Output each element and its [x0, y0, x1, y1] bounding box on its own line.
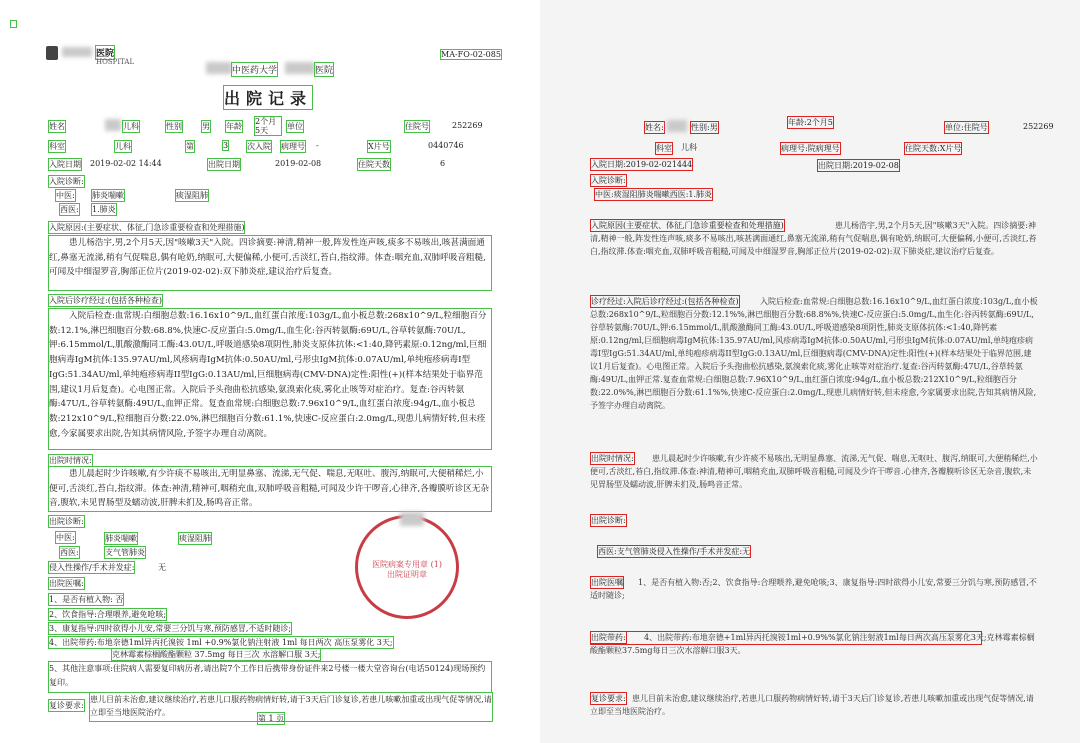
age-value: 2个月5天: [254, 116, 282, 136]
course-text: 入院后检查:血常规:白细胞总数:16.16x10^9/L,血红蛋白浓度:103g/L,血小板总数:268x10^9/L,粒细胞百分数:12.1%,淋巴细胞百分数:68.8%,快速C-反应蛋白:5.0mg/L,血生化:谷丙转氨酶:69U/L,谷草转氨酶:70U/L,钾:6.15mmol/L,肌酸激酶同工酶:43.0U/L,呼吸道感染8项阴性,肺炎支原体抗体:<1:40,降钙素原:0.12ng/ml,巨细胞病毒IgM抗体:135.97AU/ml,风疹病毒IgM抗体:0.50AU/ml,弓形虫IgM抗体:0.07AU/ml,单纯疱疹病毒I型IgG:51.34AU/ml,单纯疱疹病毒II型IgG:0.13AU/ml,巨细胞病毒(CMV-DNA)定性:阳性(+)(样本结果处于临界范围,建议1月后复查)。心电图正常。入院后予头孢曲松抗感染,氨溴索化痰,雾化止咳等对症治疗。复查:谷丙转氨酶:47U/L,谷草转氨酶:49U/L,血钾正常。复查血常规:白细胞总数:7.96x10^9/L,血红蛋白浓度:94g/L,血小板总数:212x10^9/L,粒细胞百分数:22.0%,淋巴细胞百分数:61.1%,快速C-反应蛋白:2.0mg/L,现患儿病情好转,但未痊愈,今家属要求出院,告知其病情风险,予签字办理自动离院。: [48, 308, 492, 450]
days-value: 6: [440, 159, 446, 168]
redacted-block: [285, 62, 315, 74]
reason-text: 患儿杨浩宇,男,2个月5天,因"咳嗽3天"入院。四诊摘要:神清,精神一般,阵发性连声咳,痰多不易咳出,咳甚满面通红,鼻塞无流涕,稍有气促喘息,偶有呛奶,纳眠可,大便偏稀,小便可,舌淡红,苔白,指纹滞。体查:咽充血,双肺呼吸音粗糙,可闻及中细湿罗音,胸部正位片(2019-02-02):双下肺炎症,建议治疗后复查。: [48, 235, 492, 291]
ocr-dept-label: 科室: [656, 144, 672, 153]
advice-3: 3、康复指导:四时欲得小儿安,常要三分饥与寒,预防感冒,不适时随诊;: [49, 624, 292, 633]
inpatient-no-label: 住院号: [405, 122, 429, 131]
xray-label: X片号: [368, 142, 390, 151]
name-dept: 儿科: [123, 122, 139, 131]
ocr-meds-label: 出院带药:: [591, 633, 626, 642]
ocr-discharge-label: 出院日期:2019-02-08: [818, 161, 899, 170]
ocr-unit-label: 单位:住院号: [945, 123, 988, 132]
admit-date: 2019-02-02 14:44: [90, 159, 162, 168]
discharge-tcm-label: 中医:: [56, 533, 75, 542]
page-number: 第 1 页: [258, 714, 285, 723]
ocr-followup-label: 复诊要求:: [591, 694, 626, 703]
xray-no: 0440746: [428, 141, 464, 150]
invasive-label: 侵入性操作/手术并发症:: [49, 563, 135, 572]
discharge-tcm-dx-2: 痰湿阻肺: [179, 534, 211, 543]
ocr-age-label: 年龄:2个月5: [788, 118, 833, 127]
hospital-logo-text: 医院: [95, 45, 115, 60]
tcm-label: 中医:: [56, 191, 75, 200]
dept-label: 科室: [49, 142, 65, 151]
redacted-block: [105, 119, 121, 131]
age-label: 年龄: [226, 122, 242, 131]
tcm-dx-2: 痰湿阻肺: [176, 191, 208, 200]
unit-label: 单位: [287, 122, 303, 131]
discharge-tcm-dx-1: 肺炎喘嗽: [105, 534, 137, 543]
ocr-xray-label: 住院天数:X片号: [905, 144, 962, 153]
ocr-admit-dx-label: 入院诊断:: [591, 176, 626, 185]
discharge-status-text: 患儿晨起时少许咳嗽,有少许痰不易咳出,无明显鼻塞、流涕,无气促、喘息,无呕吐、腹泻,纳眠可,大便稍稀烂,小便可,舌淡红,苔白,指纹滞。体查:神清,精神可,咽稍充血,双肺呼吸音粗糙,可闻及少许干啰音,心律齐,各瓣膜听诊区无杂音,腹软,未见胃肠型及蠕动波,肝脾未扪及,肠鸣音正常。: [48, 466, 492, 512]
form-code: MA-FO-02-085: [441, 50, 501, 59]
hospital-logo-subtext: HOSPITAL: [96, 58, 135, 66]
discharge-wm-label: 西医:: [60, 548, 79, 557]
dept-name: 儿科: [115, 142, 131, 151]
tcm-dx-1: 肺炎喘嗽: [92, 191, 124, 200]
bed-label: 第: [186, 142, 194, 151]
ocr-result-page: [540, 0, 1080, 743]
ocr-meds-text: 4、出院带药:布地奈德+1ml异丙托溴铵1ml+0.9%%氯化钠注射液1ml每日两次高压泵雾化3天;克林霉素棕榈酸酯颗粒37.5mg每日三次水溶解口服3天。: [590, 633, 1035, 655]
ocr-name-label: 姓名:: [645, 123, 664, 132]
admit-dx-label: 入院诊断:: [49, 177, 84, 186]
advice-5: 5、其他注意事项:住院病人需要复印病历者,请出院7个工作日后携带身份证件来2号楼一楼大堂咨询台(电话50124)现场预约复印。: [48, 661, 492, 693]
redacted-block: [400, 512, 424, 526]
hospital-name-left: 中医药大学: [231, 62, 278, 77]
ocr-advice-text: 1、是否有植入物:否;2、饮食指导:合理喂养,避免呛咳;3、康复指导:四时欲得小儿安,常要三分饥与寒,预防感冒,不适时随诊;: [590, 578, 1037, 600]
redacted-block: [62, 47, 92, 57]
inpatient-no: 252269: [452, 121, 483, 130]
followup-text: 患儿目前未治愈,建议继续治疗,若患儿口服药物病情好转,请于3天后门诊复诊,若患儿咳嗽加重或出现气促等情况,请立即至当地医院治疗。: [89, 692, 493, 722]
ocr-wm-line: 西医:支气管肺炎侵入性操作/手术并发症:无: [598, 547, 751, 556]
ocr-tcm-line: 中医:痰湿阻肺炎喘嗽西医:1.肺炎: [595, 190, 713, 199]
ocr-status-text: 患儿晨起时少许咳嗽,有少许痰不易咳出,无明显鼻塞、流涕,无气促、喘息,无呕吐、腹泻,纳眠可,大便稍稀烂,小便可,舌淡红,苔白,指纹滞.体查:神清,精神可,咽稍充血,双肺呼吸音粗糙,可闻及少许干啰音.心律齐,各瓣膜听诊区无杂音,腹软,未见胃肠型及蠕动波,肝脾未扪及,肠鸣音正常。: [590, 454, 1038, 488]
ocr-reason-text: 患儿杨浩宇,男,2个月5天,因"咳嗽3天"入院。四诊摘要:神清,精神一般,阵发性连声咳,痰多不易咳出,咳甚满面通红,鼻塞无流涕,稍有气促喘息,偶有呛奶,纳眠可,大便偏稀,小便可,舌淡红,苔白,指纹滞.体查:咽充血,双肺呼吸音粗糙,可闻及中细湿罗音,胸部正位片(2019-02-02):双下肺炎症,建议治疗后复查。: [590, 221, 1037, 256]
ocr-course-label: 诊疗经过:入院后诊疗经过:(包括各种检查): [591, 297, 739, 306]
wm-label: 西医:: [60, 205, 79, 214]
sex-value: 男: [202, 122, 210, 131]
hospital-stamp: [355, 515, 459, 619]
advice-4: 4、出院带药:布地奈德1ml异丙托溴铵 1ml +0.9%氯化钠注射液 1ml 每日两次 高压泵雾化 3天;: [49, 638, 393, 647]
ocr-course-text: 入院后检查:血常规:白细胞总数:16.16x10^9/L,血红蛋白浓度:103g/L,血小板总数:268x10^9/L,粒细胞百分数:12.1%%,淋巴细胞百分数:68.8%%,快速C-反应蛋白:5.0mg/L,血生化:谷丙转氨酶:69U/L,谷草转氨酶:70U/L,钾:6.15mmol/L,肌酸激酶同工酶:43.0U/L,呼吸道感染8项阴性,肺炎支原体抗体:<1:40,降钙素原:0.12ng/ml,巨细胞病毒IgM抗体:135.97AU/ml,风疹病毒IgM抗体:0.50AU/ml,弓形虫IgM抗体:0.07AU/ml,单纯疱疹病毒I型IgG:51.34AU/ml,单纯疱疹病毒II型IgG:0.13AU/ml,巨细胞病毒(CMV-DNA)定性:阳性(+)(样本结果处于临界范围,建议1月后复查)。心电图正常。入院后予头孢曲松抗感染,氨溴索化痰,雾化止咳等对症治疗.复查:谷丙转氨酶:47U/L,谷草转氨酶:49U/L,血钾正常.复查血常规:白细胞总数:7.96X10^9/L,血红蛋白浓度:94g/L,血小板总数:212X10^9/L,粒细胞百分数:22.0%%,淋巴细胞百分数:61.1%%,快速C-反应蛋白:2.0mg/L,现患儿病情好转,但未痊愈,今家属要求出院,告知其病情风险,予签字办理自动离院。: [590, 297, 1038, 410]
discharge-dx-label: 出院诊断:: [49, 517, 84, 526]
hospital-logo-icon: [46, 46, 58, 60]
admit-date-label: 入院日期: [49, 160, 81, 169]
ocr-followup-text: 患儿目前未治愈,建议继续治疗,若患儿口服药物病情好转,请于3天后门诊复诊,若患儿咳嗽加重或出现气促等情况,请立即至当地医院治疗。: [590, 694, 1034, 716]
reason-label: 入院原因:(主要症状、体征,门急诊重要检查和处理措施): [49, 223, 245, 232]
advice-2: 2、饮食指导:合理喂养,避免呛咳;: [49, 610, 167, 619]
advice-4b: 克林霉素棕榈酸酯颗粒 37.5mg 每日三次 水溶解口服 3天;: [112, 650, 321, 659]
discharge-status-label: 出院时情况:: [49, 456, 92, 465]
discharge-date-label: 出院日期: [208, 160, 240, 169]
days-label: 住院天数: [358, 160, 390, 169]
ocr-inpatient-no: 252269: [1023, 122, 1054, 131]
ocr-dept-name: 儿科: [681, 143, 697, 152]
course-label: 入院后诊疗经过:(包括各种检查): [49, 296, 162, 305]
times-label: 次入院: [247, 142, 271, 151]
corner-mark: [10, 20, 17, 28]
path-label: 病理号: [281, 142, 305, 151]
advice-label: 出院医嘱:: [49, 579, 84, 588]
discharge-date: 2019-02-08: [275, 159, 322, 168]
sex-label: 性别: [166, 122, 182, 131]
redacted-block: [206, 62, 232, 74]
wm-dx: 1.肺炎: [92, 205, 116, 214]
ocr-dx-label: 出院诊断:: [591, 516, 626, 525]
document-title: 出院记录: [223, 85, 313, 110]
ocr-reason-label: 入院原因(主要症状、体征,门急诊重要检查和处理措施): [591, 221, 784, 230]
hospital-name-right: 医院: [314, 62, 334, 77]
path-no: -: [316, 141, 319, 150]
ocr-path-label: 病理号:院病理号: [781, 144, 840, 153]
ocr-admit-label: 入院日期:2019-02-021444: [591, 160, 693, 169]
ocr-advice-label: 出院医嘱: [591, 578, 623, 587]
times-value: 3: [223, 141, 229, 150]
invasive-value: 无: [158, 563, 166, 572]
advice-1: 1、是否有植入物: 否: [49, 595, 124, 604]
ocr-sex-label: 性别:男: [691, 123, 718, 132]
name-label: 姓名: [49, 122, 65, 131]
ocr-meds-highlight: [590, 631, 982, 645]
followup-label: 复诊要求:: [49, 701, 84, 710]
discharge-wm-dx: 支气管肺炎: [105, 548, 145, 557]
redacted-block: [667, 120, 687, 132]
stamp-text: 医院病案专用章 (1) 出院证明章: [372, 560, 442, 579]
ocr-status-label: 出院时情况:: [591, 454, 634, 463]
